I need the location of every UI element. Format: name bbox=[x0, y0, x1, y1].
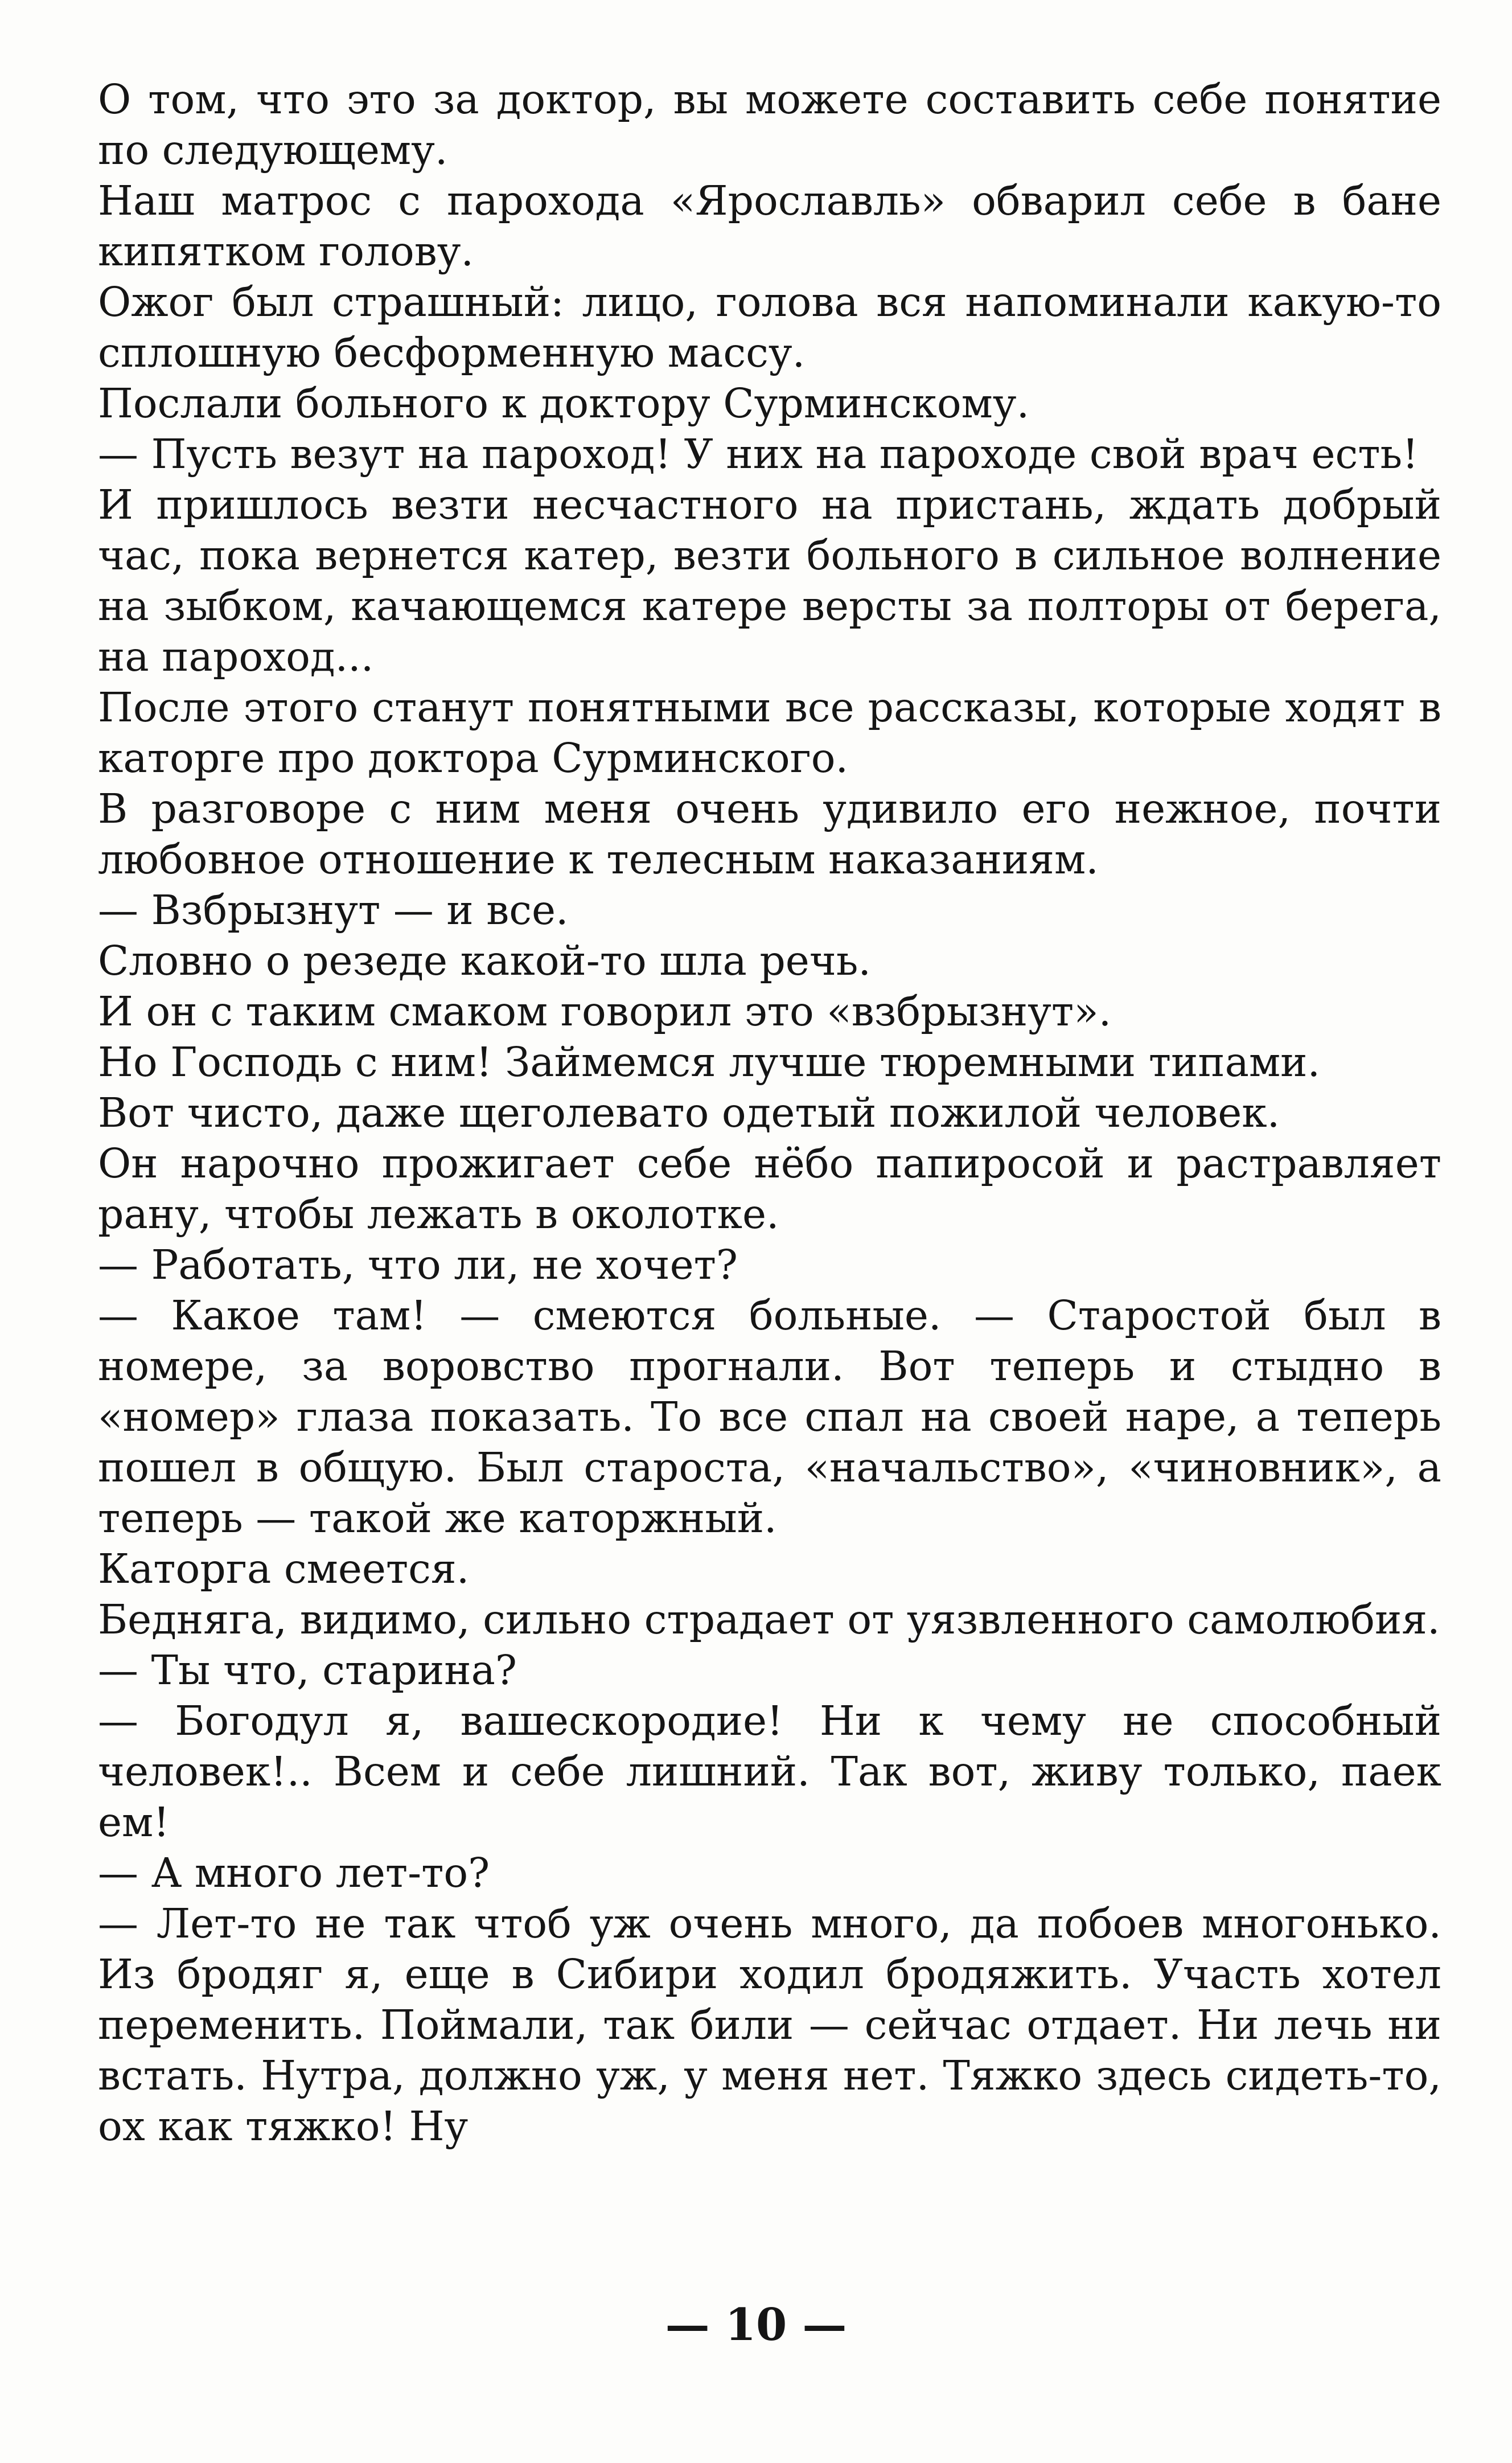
paragraph: — Взбрызнут — и все. bbox=[98, 886, 569, 934]
paragraph: Послали больного к доктору Сурминскому. bbox=[98, 380, 1030, 427]
paragraph: — Ты что, старина? bbox=[98, 1647, 517, 1694]
paragraph: И он с таким смаком говорил это «взбрызнут». bbox=[98, 988, 1112, 1035]
paragraph: И пришлось везти несчастного на пристань, ждать добрый час, пока вернется катер, везти больного в сильное волнение на зыбком, качающемся катере версты за полторы от берега, на пароход... bbox=[98, 481, 1441, 680]
paragraph: — А много лет-то? bbox=[98, 1849, 490, 1896]
paragraph: — Богодул я, вашескородие! Ни к чему не способный человек!.. Всем и себе лишний. Так вот, живу только, паек ем! bbox=[98, 1697, 1441, 1846]
paragraph: Каторга смеется. bbox=[98, 1545, 470, 1592]
body-text bbox=[98, 74, 1441, 2152]
paragraph: — Какое там! — смеются больные. — Старостой был в номере, за воровство прогнали. Вот теперь и стыдно в «номер» глаза показать. То все спал на своей наре, а теперь пошел в общую. Был староста, «начальство», «чиновник», а теперь — такой же каторжный. bbox=[98, 1292, 1441, 1542]
paragraph: Словно о резеде какой-то шла речь. bbox=[98, 937, 871, 984]
paragraph: — Пусть везут на пароход! У них на пароходе свой врач есть! bbox=[98, 430, 1419, 478]
paragraph: — Работать, что ли, не хочет? bbox=[98, 1241, 738, 1288]
paragraph: Ожог был страшный: лицо, голова вся напоминали какую-то сплошную бесформенную массу. bbox=[98, 278, 1441, 376]
paragraph: Но Господь с ним! Займемся лучше тюремными типами. bbox=[98, 1038, 1321, 1086]
page-number: — 10 — bbox=[665, 2299, 847, 2351]
paragraph: Вот чисто, даже щеголевато одетый пожилой человек. bbox=[98, 1089, 1280, 1136]
paragraph: После этого станут понятными все рассказы, которые ходят в каторге про доктора Сурминского. bbox=[98, 684, 1441, 782]
paragraph: Наш матрос с парохода «Ярославль» обварил себе в бане кипятком голову. bbox=[98, 177, 1441, 275]
paragraph: Бедняга, видимо, сильно страдает от уязвленного самолюбия. bbox=[98, 1596, 1440, 1643]
paragraph: В разговоре с ним меня очень удивило его нежное, почти любовное отношение к телесным наказаниям. bbox=[98, 785, 1441, 883]
paragraph: О том, что это за доктор, вы можете составить себе понятие по следующему. bbox=[98, 76, 1441, 174]
paragraph: — Лет-то не так чтоб уж очень много, да побоев многонько. Из бродяг я, еще в Сибири ходил бродяжить. Участь хотел переменить. Поймали, так били — сейчас отдает. Ни лечь ни встать. Нутра, должно уж, у меня нет. Тяжко здесь сидеть-то, ох как тяжко! Ну bbox=[98, 1900, 1441, 2150]
paragraph: Он нарочно прожигает себе нёбо папиросой и растравляет рану, чтобы лежать в околотке. bbox=[98, 1140, 1441, 1238]
